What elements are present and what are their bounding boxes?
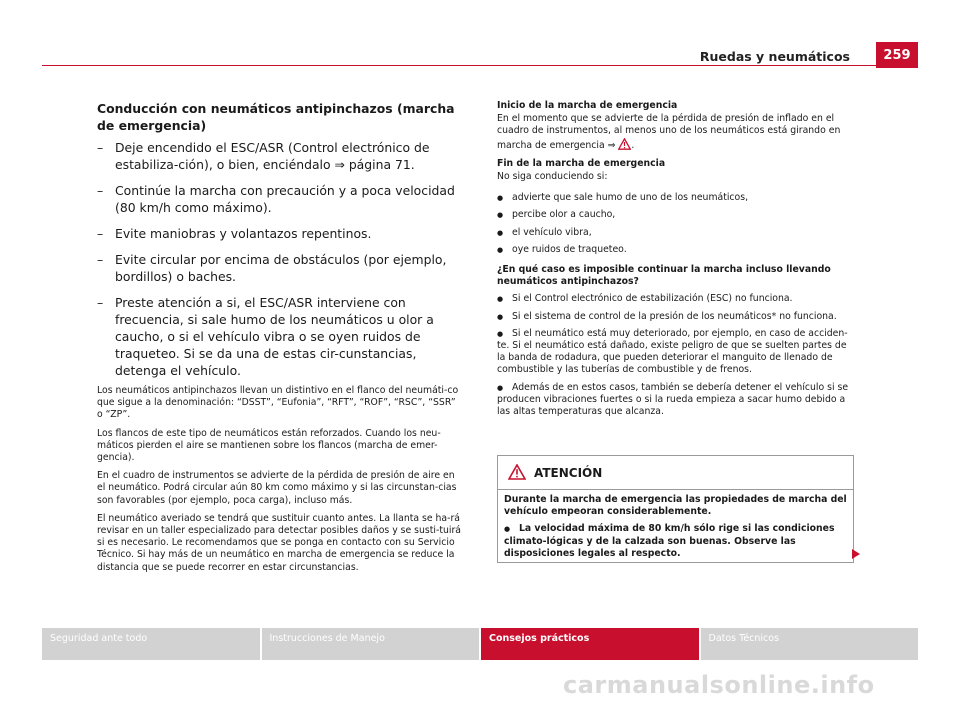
paragraph: Los flancos de este tipo de neumáticos están reforzados. Cuando los neu-máticos pierden el aire se mantienen sobre los flancos (marcha de emer-gencia). [97,427,441,464]
end-heading: Fin de la marcha de emergencia [497,157,666,169]
dash-item: – Evite maniobras y volantazos repentinos. [97,225,464,242]
start-text-end: . [631,139,635,151]
dash-item: – Continúe la marcha con precaución y a poca velocidad (80 km/h como máximo). [97,182,464,216]
impossible-item [497,382,855,419]
start-text: En el momento que se advierte de la pérdida de presión de inflado en el cuadro de instrumentos, al menos uno de los neumáticos está girando en marcha de emergencia ⇒ [497,113,841,151]
bullet-icon: ● [497,383,504,392]
watermark: carmanualsonline.info [563,671,875,699]
impossible-item-text: Además de en estos casos, también se debería detener el vehículo si se producen vibraciones fuertes o si la rueda empieza a sacar humo debido a las altas temperaturas que alcanza. [497,381,849,418]
bullet-icon: ● [497,329,504,338]
left-column [97,100,464,580]
end-intro: No siga conduciendo si: [497,171,608,183]
warning-text: Durante la marcha de emergencia las propiedades de marcha del vehículo empeoran considerablemente. [504,494,847,518]
warning-title: ATENCIÓN [534,466,603,480]
paragraph: El neumático averiado se tendrá que sustituir cuanto antes. La llanta se ha-rá revisar en un taller especializado para detectar posibles daños y se susti-tuirá si es necesario. Le recomendamos que se ponga en contacto con su Servicio Técnico. Si hay más de un neumático en marcha de emergencia se reduce la distancia que se puede recorrer en estar circunstancias. [97,512,461,573]
footer-tabs [42,628,918,660]
bullet-icon: ● [504,525,511,534]
impossible-heading: ¿En qué caso es imposible continuar la marcha incluso llevando neumáticos antipinchazos? [497,264,831,288]
page-number: 259 [876,42,918,68]
tab-seguridad[interactable]: Seguridad ante todo [42,628,260,660]
end-item: ● el vehículo vibra, [497,227,855,239]
warning-triangle-icon [508,464,526,480]
impossible-item: ● Si el Control electrónico de estabilización (ESC) no funciona. [497,293,855,305]
warning-triangle-icon[interactable] [618,138,631,150]
impossible-item-text: Si el neumático está muy deteriorado, por ejemplo, en caso de acciden-te. Si el neumático está dañado, existe peligro de que se suelten partes de la banda de rodadura, que pueden deteriorar el manguito de llenado de combustible y las tuberías de combustible y de frenos. [497,327,848,376]
warning-box-header [498,456,853,490]
section-title: Ruedas y neumáticos [699,49,850,64]
right-column [497,100,855,423]
end-item: ● advierte que sale humo de uno de los neumáticos, [497,192,855,204]
paragraph: En el cuadro de instrumentos se advierte de la pérdida de presión de aire en el neumático. Podrá circular aún 80 km como máximo y si las circunstan-cias son favorables (por ejemplo, poca carga), incluso más. [97,470,457,506]
paragraph: Los neumáticos antipinchazos llevan un distintivo en el flanco del neumáti-co que sigue a la denominación: “DSST”, “Eufonia”, “RFT”, “ROF”, “RSC”, “SSR” o “ZP”. [97,385,459,421]
impossible-item: ● Si el sistema de control de la presión de los neumáticos* no funciona. [497,311,855,323]
dash-item: – Evite circular por encima de obstáculos (por ejemplo, bordillos) o baches. [97,251,464,285]
dash-item: – Preste atención a si, el ESC/ASR interviene con frecuencia, si sale humo de los neumáticos u olor a caucho, o si el vehículo vibra o se oyen ruidos de traqueteo. Si se da una de estas cir-cunstancias, detenga el vehículo. [97,294,464,379]
end-item: ● oye ruidos de traqueteo. [497,244,855,256]
left-heading: Conducción con neumáticos antipinchazos (marcha de emergencia) [97,101,455,133]
tab-consejos[interactable]: Consejos prácticos [481,628,699,660]
end-item: ● percibe olor a caucho, [497,209,855,221]
warning-box [497,455,854,563]
start-heading: Inicio de la marcha de emergencia [497,100,678,111]
continue-arrow-icon [852,549,860,559]
start-paragraph [497,113,855,152]
warning-item-text: La velocidad máxima de 80 km/h sólo rige si las condiciones climato-lógicas y de la calzada son buenas. Observe las disposiciones legales al respecto. [504,523,835,559]
tab-datos[interactable]: Datos Técnicos [701,628,919,660]
dash-item: – Deje encendido el ESC/ASR (Control electrónico de estabiliza-ción), o bien, enciéndalo ⇒ página 71. [97,139,464,173]
header-rule [42,65,876,66]
warning-item [504,523,847,560]
warning-body [498,490,853,560]
impossible-item [497,328,855,377]
tab-instrucciones[interactable]: Instrucciones de Manejo [262,628,480,660]
